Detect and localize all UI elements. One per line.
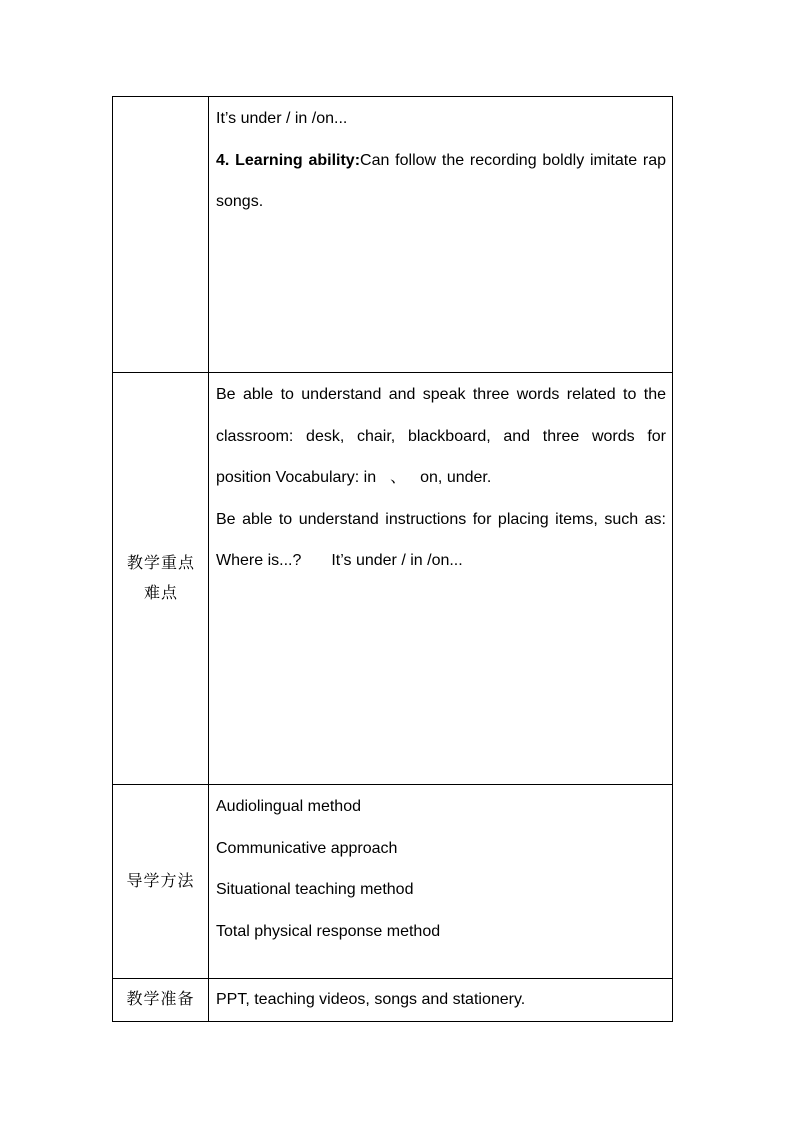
paragraph-text: Be able to understand and speak three words related to the classroom: desk, chair, blackboard, and three words for position Vocabulary: in <box>216 386 666 486</box>
row-content-cell <box>209 785 673 979</box>
content-paragraph <box>216 140 666 223</box>
content-paragraph: It’s under / in /on... <box>216 110 348 127</box>
row-content-cell <box>209 979 673 1022</box>
table-row <box>113 979 673 1022</box>
lesson-plan-table <box>112 96 673 1022</box>
table-row <box>113 373 673 785</box>
row-label-cell <box>113 97 209 373</box>
separator-mark: 、 <box>390 469 407 486</box>
row-label: 导学方法 <box>126 872 195 890</box>
row-label-cell <box>113 785 209 979</box>
row-label: 教学准备 <box>126 991 195 1008</box>
list-item: Total physical response method <box>216 922 441 940</box>
content-paragraph <box>216 374 666 499</box>
bold-heading: 4. Learning ability: <box>216 151 361 169</box>
list-item: Audiolingual method <box>216 798 361 815</box>
row-content-cell <box>209 97 673 373</box>
content-paragraph <box>216 499 666 582</box>
row-label: 教学重点难点 <box>126 554 195 602</box>
row-label-cell <box>113 373 209 785</box>
list-item: PPT, teaching videos, songs and stationery. <box>216 991 526 1008</box>
paragraph-text: on, under. <box>420 469 492 486</box>
table-row <box>113 785 673 979</box>
table-row <box>113 97 673 373</box>
list-item: Situational teaching method <box>216 881 414 898</box>
paragraph-text: Be able to understand instructions for placing items, such as: Where is...? <box>216 510 666 569</box>
list-item: Communicative approach <box>216 839 398 857</box>
paragraph-text: It’s under / in /on... <box>331 552 463 569</box>
row-label-cell <box>113 979 209 1022</box>
row-content-cell <box>209 373 673 785</box>
paragraph-text: Can follow the recording boldly imitate rap songs. <box>216 151 667 210</box>
